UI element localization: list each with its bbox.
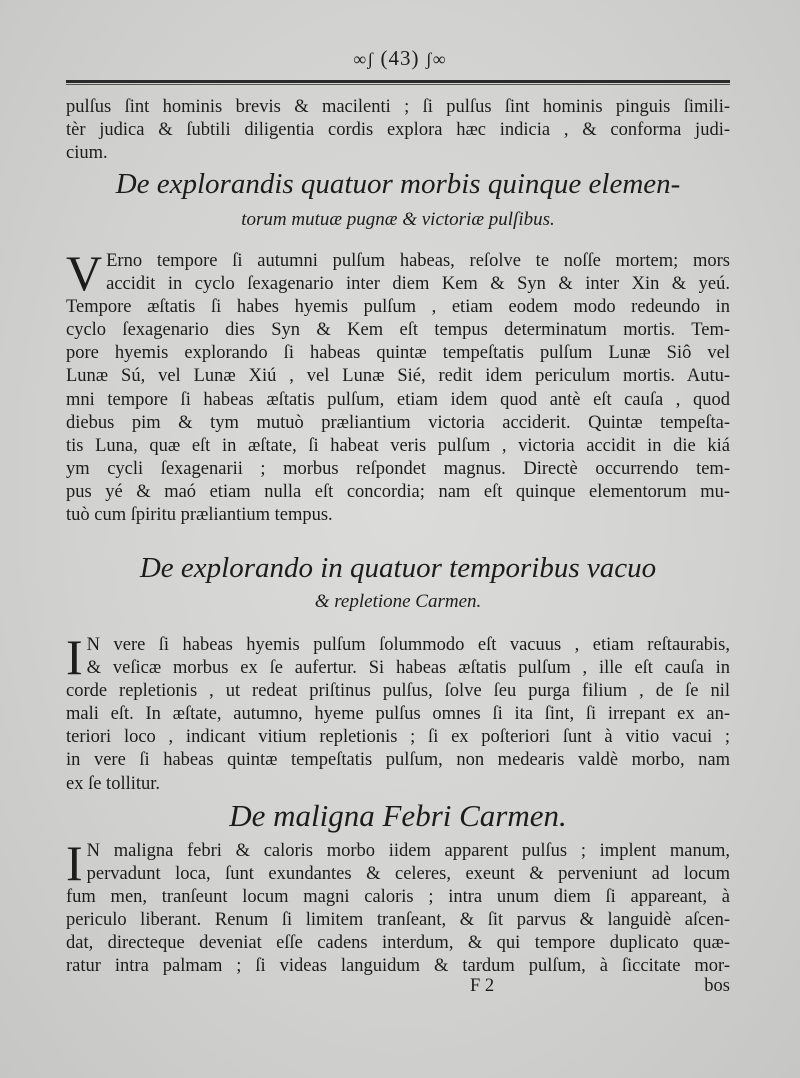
text-line: ratur intra palmam ; ſi videas languidum & tardum pulſum, à ſiccitate mor- xyxy=(66,956,730,977)
text-line: ym cycli ſexagenarii ; morbus reſpondet magnus. Directè occurrendo tem- xyxy=(66,458,730,479)
drop-cap: V xyxy=(66,245,103,301)
section2-paragraph xyxy=(66,629,730,796)
section2-subtitle: & repletione Carmen. xyxy=(314,591,482,612)
section3-title: De maligna Febri Carmen. xyxy=(229,798,567,833)
text-line: pervadunt loca, ſunt exundantes & celeres, exeunt & perveniunt ad locum xyxy=(86,864,730,885)
text-line: mni tempore ſi habeas æſtatis pulſum, etiam idem quod antè eſt cauſa , quod xyxy=(66,389,730,410)
text-line: diebus pim & tym mutuò præliantium victoria acciderit. Quintæ tempeſta- xyxy=(66,412,730,433)
page-number: (43) xyxy=(380,46,420,70)
text-line: corde repletionis , ut redeat priſtinus pulſus, ſolve ſeu purga filium , de ſe nil xyxy=(66,681,730,702)
page-header xyxy=(0,46,800,71)
signature-mark: F 2 xyxy=(470,976,495,996)
text-line: Erno tempore ſi autumni pulſum habeas, reſolve te noſſe mortem; mors xyxy=(106,251,730,271)
intro-paragraph xyxy=(66,96,730,165)
text-line: fum men, tranſeunt locum magni caloris ; intra unum diem ſi appareant, à xyxy=(66,887,730,908)
text-line: pore hyemis explorando ſi habeas quintæ tempeſtatis pulſum Lunæ Siô vel xyxy=(66,343,730,364)
text-line: tis Luna, quæ eſt in æſtate, ſi habeat veris pulſum , victoria accidit in die kiá xyxy=(66,435,730,456)
text-line: mali eſt. In æſtate, autumno, hyeme pulſus omnes ſi ita ſint, ſi irrepant ex an- xyxy=(66,704,730,725)
left-ornament: ∞ʃ xyxy=(353,49,375,69)
section2-title: De explorando in quatuor temporibus vacuo xyxy=(139,552,657,584)
text-line: dat, directeque deveniat eſſe cadens interdum, & qui tempore duplicato quæ- xyxy=(66,933,730,954)
text-line: in vere ſi habeas quintæ tempeſtatis pulſum, non medearis valdè morbo, nam xyxy=(66,750,730,771)
header-rule xyxy=(66,80,730,83)
section1-title: De explorandis quatuor morbis quinque elemen- xyxy=(115,168,681,200)
right-ornament: ʃ∞ xyxy=(425,49,447,69)
section3-paragraph xyxy=(66,835,730,979)
text-line: ex ſe tollitur. xyxy=(66,773,161,794)
catchword: bos xyxy=(704,976,730,996)
drop-cap: I xyxy=(66,835,83,891)
text-line: cyclo ſexagenario dies Syn & Kem eſt tempus determinatum mortis. Tem- xyxy=(66,320,730,341)
text-line: teriori loco , indicant vitium repletionis ; ſi ex poſteriori ſunt à vitio vacui ; xyxy=(66,727,730,748)
text-line: & veſicæ morbus ex ſe aufertur. Si habeas æſtatis pulſum , ille eſt cauſa in xyxy=(86,658,730,679)
text-line: N vere ſi habeas hyemis pulſum ſolummodo eſt vacuus , etiam reſtaurabis, xyxy=(86,635,730,655)
text-line: accidit in cyclo ſexagenario inter diem Kem & Syn & inter Xin & yeú. xyxy=(106,274,730,295)
drop-cap: I xyxy=(66,629,83,685)
text-line: Tempore æſtatis ſi habes hyemis pulſum , etiam eodem modo redeundo in xyxy=(66,297,730,318)
text-line: pus yé & maó etiam nulla eſt concordia; nam eſt quinque elementorum mu- xyxy=(66,481,730,502)
section1-subtitle: torum mutuæ pugnæ & victoriæ pulſibus. xyxy=(241,209,555,230)
section1-paragraph xyxy=(66,245,730,527)
text-line: N maligna febri & caloris morbo iidem apparent pulſus ; implent manum, xyxy=(86,841,730,861)
text-line: cium. xyxy=(66,143,108,164)
header-rule-thin xyxy=(66,84,730,85)
text-line: tèr judica & ſubtili diligentia cordis explora hæc indicia , & conforma judi- xyxy=(66,120,730,141)
text-line: periculo liberant. Renum ſi limitem tranſeant, & ſit parvus & languidè aſcen- xyxy=(66,910,730,931)
text-line: Lunæ Sú, vel Lunæ Xiú , vel Lunæ Sié, redit idem periculum mortis. Autu- xyxy=(66,366,730,387)
text-line: pulſus ſint hominis brevis & macilenti ; ſi pulſus ſint hominis pinguis ſimili- xyxy=(66,97,730,117)
text-line: tuò cum ſpiritu præliantium tempus. xyxy=(66,505,333,526)
